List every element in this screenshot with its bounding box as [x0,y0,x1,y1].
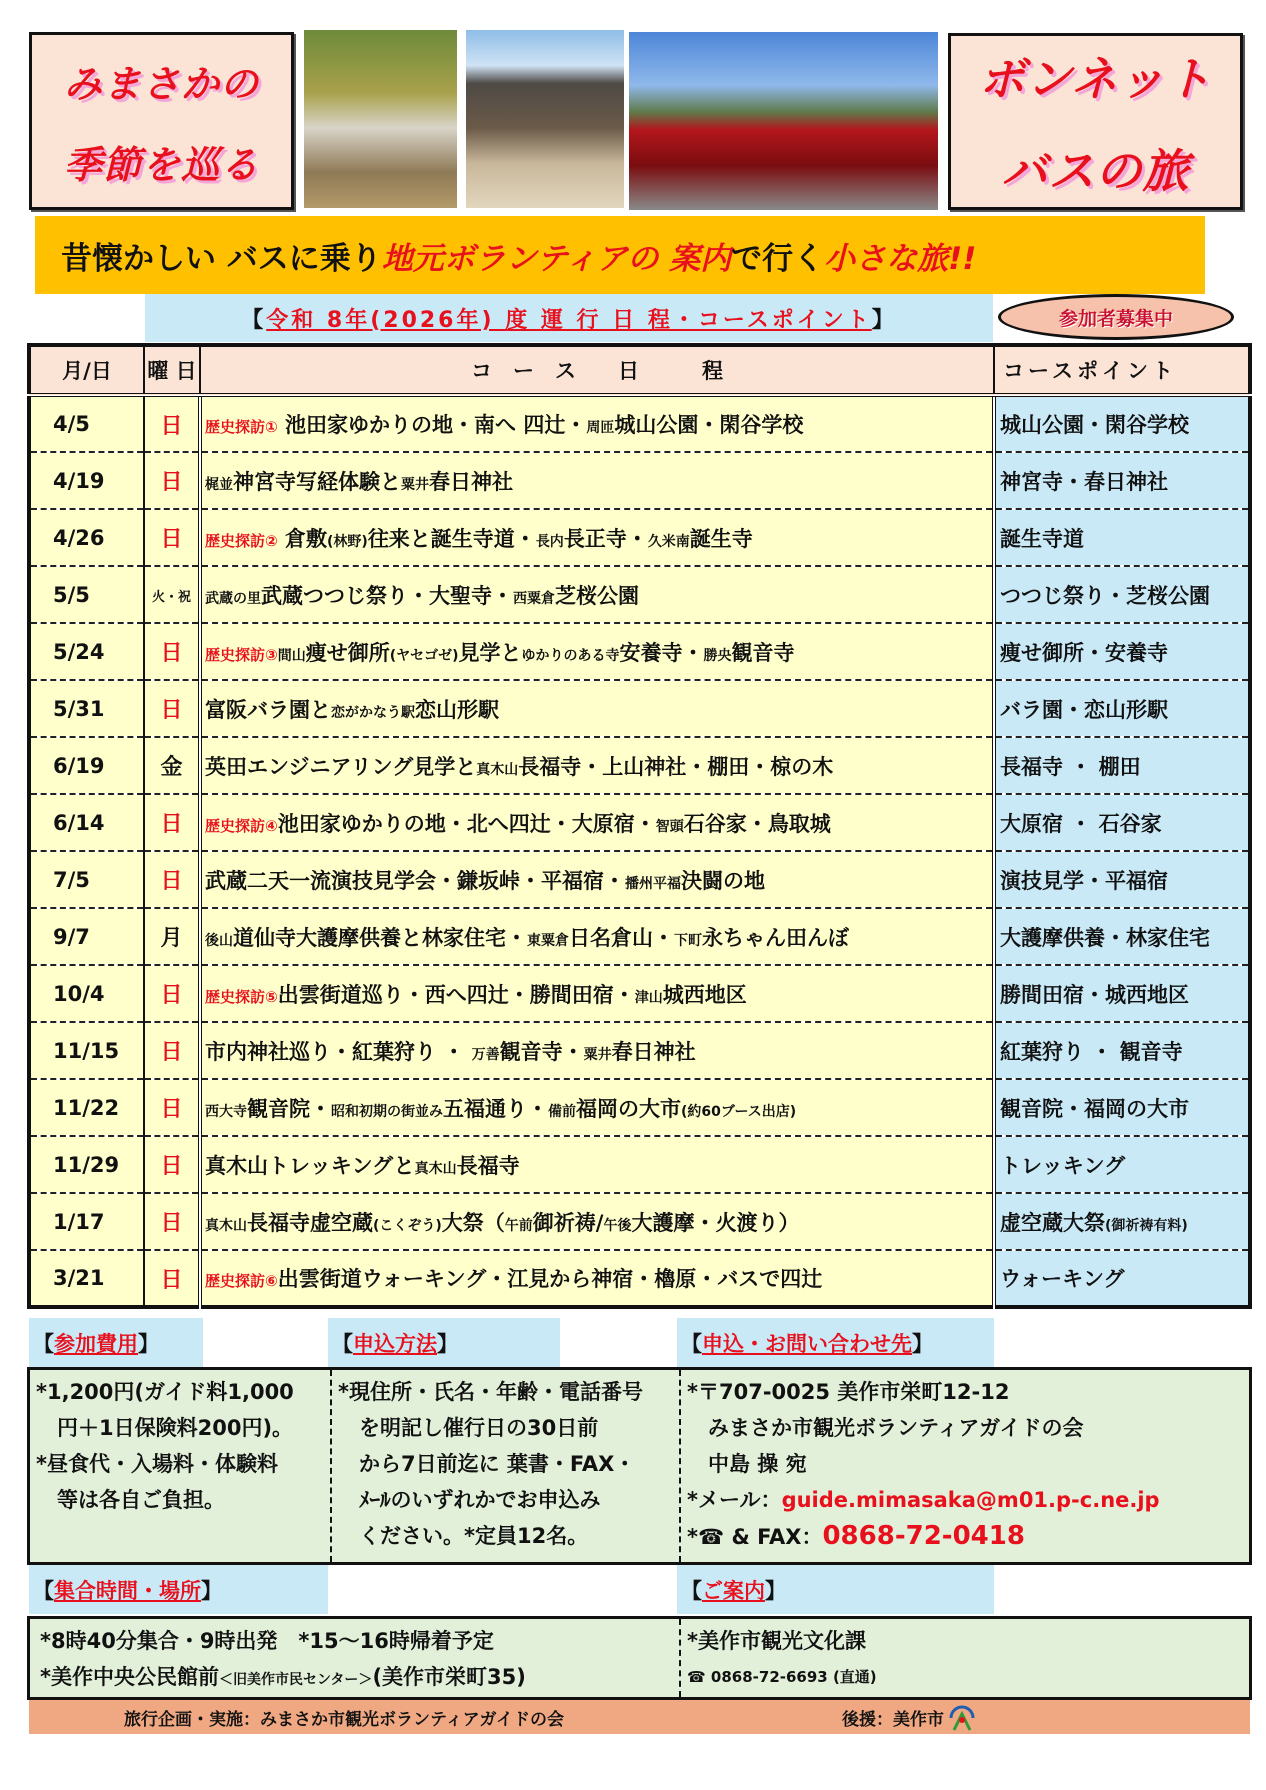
weekday-text: 日 [160,527,183,552]
weekday-cell [144,1193,200,1250]
place-prefix: 梶並 [205,476,233,493]
weekday-cell [144,680,200,737]
weekday-text: 日 [160,1097,183,1122]
date-cell: 7/5 [29,851,144,908]
bracket: 【 [241,307,267,333]
text-segment: 昔懐かしい バスに乗り [61,240,382,277]
place-prefix: 粟井 [401,476,429,493]
place-prefix: 武蔵の里 [205,590,261,607]
course-text: 城山公園・閑谷学校 [614,413,804,437]
weekday-text: 日 [160,869,183,894]
email-link[interactable]: guide.mimasaka@m01.p-c.ne.jp [781,1488,1160,1512]
course-point-cell [994,1250,1250,1307]
table-row [29,1193,1250,1250]
course-point-cell [994,851,1250,908]
point-text: 城山公園・閑谷学校 [1000,413,1189,437]
course-text: 往来と誕生寺道・ [367,526,536,551]
place-prefix: 久米南 [647,533,690,550]
title-box-right [948,33,1243,210]
title-line: バスの旅 [1001,143,1190,198]
place-prefix: 西大寺 [205,1103,247,1120]
history-tour-tag: 歴史探訪⑥ [205,1272,278,1290]
weekday-cell [144,965,200,1022]
text-line: *現住所・氏名・年齢・電話番号 [338,1380,643,1404]
weekday-cell [144,452,200,509]
place-prefix: 恋がかなう駅 [331,704,415,721]
place-prefix: 長内 [535,533,564,550]
weekday-text: 日 [160,641,183,666]
place-address: (美作市栄町35) [372,1665,526,1689]
course-point-cell [994,623,1250,680]
weekday-cell [144,395,200,452]
table-row [29,908,1250,965]
point-note: (御祈祷有料) [1105,1217,1188,1234]
place-prefix: 後山 [205,932,233,949]
table-row [29,1022,1250,1079]
weekday-text: 日 [160,1040,183,1065]
place-prefix: 午前 [504,1217,533,1234]
weekday-cell [144,623,200,680]
bracket: 】 [871,307,897,333]
place-prefix: 智頭 [655,818,684,835]
history-tour-tag: 歴史探訪② [205,531,278,550]
title-line: ボンネット [978,51,1213,106]
point-text: つつじ祭り・芝桜公園 [1000,583,1210,608]
text-line: を明記し催行日の30日前 [338,1416,599,1440]
point-text: 演技見学・平福宿 [1000,868,1168,893]
weekday-text: 日 [160,983,183,1008]
place-prefix: 周匝 [586,420,615,436]
course-cell [200,566,994,623]
course-point-cell [994,452,1250,509]
weekday-cell [144,1079,200,1136]
weekday-text: 日 [160,470,183,495]
schedule-table [27,343,1252,1309]
text-line: 中島 操 宛 [687,1452,807,1476]
weekday-cell [144,1022,200,1079]
history-tour-tag: 歴史探訪⑤ [205,987,278,1006]
meeting-text [30,1619,679,1697]
course-cell [200,623,994,680]
place-prefix: 勝央 [703,647,732,664]
point-text: トレッキング [1000,1153,1126,1178]
course-point-cell [994,1079,1250,1136]
title-line: 季節を巡る [63,143,259,187]
place-prefix: 下町 [674,932,702,949]
course-text: 武蔵つつじ祭り・大聖寺・ [261,583,513,608]
meeting-label: 【 集合時間・場所 】 [29,1565,328,1614]
table-row [29,395,1250,452]
course-cell [200,908,994,965]
text-segment: で行く [731,240,825,277]
place-prefix: 真木山 [205,1217,247,1234]
course-text: 大護摩・火渡り） [631,1210,800,1235]
date-cell: 4/26 [29,509,144,566]
point-text: バラ園・恋山形駅 [1000,697,1168,722]
text-line: *8時40分集合・9時出発 *15～16時帰着予定 [40,1629,494,1653]
weekday-text: 日 [160,1267,183,1293]
point-text: 勝間田宿・城西地区 [1000,982,1189,1007]
date-cell: 9/7 [29,908,144,965]
course-text: 恋山形駅 [415,697,499,722]
footer [29,1700,1250,1734]
course-text: 見学と [458,640,522,665]
date-cell: 4/5 [29,395,144,452]
apply-text [330,1370,679,1562]
course-point-cell [994,965,1250,1022]
date-cell: 5/24 [29,623,144,680]
table-row [29,794,1250,851]
course-text: 五福通り・ [443,1096,548,1121]
course-point-cell [994,1022,1250,1079]
course-point-cell [994,794,1250,851]
course-text: 出雲街道ウォーキング・江見から神宿・櫓原・バスで四辻 [277,1267,823,1291]
course-text: 長福寺 [456,1153,520,1178]
table-row [29,1136,1250,1193]
point-text: 誕生寺道 [1000,526,1084,551]
history-tour-tag: 歴史探訪④ [205,816,278,835]
point-text: 長福寺 ・ 棚田 [1000,754,1141,779]
weekday-cell [144,1136,200,1193]
place-prefix: 万善 [471,1046,500,1063]
title-box-left [29,32,294,210]
course-text: 真木山トレッキングと [205,1153,415,1178]
meeting-place: *美作中央公民館前 [40,1665,219,1689]
weekday-text: 火・ [151,590,178,605]
info-box [27,1367,1252,1565]
course-point-cell [994,1193,1250,1250]
course-text: 春日神社 [429,469,513,494]
course-text: 石谷家・鳥取城 [683,811,831,836]
tagline-banner [35,216,1205,294]
course-cell [200,1136,994,1193]
course-text: 神宮寺写経体験と [233,469,401,494]
weekday-text: 金 [160,755,183,780]
label-text: 申込方法 [353,1331,437,1356]
course-text: 武蔵二天一流演技見学会・鎌坂峠・平福宿・ [205,868,625,893]
weekday-cell [144,794,200,851]
contact-label: 【 申込・お問い合わせ先 】 [677,1318,994,1367]
date-cell: 11/22 [29,1079,144,1136]
course-cell [200,794,994,851]
course-text: 長福寺虚空蔵 [247,1210,373,1235]
course-cell [200,737,994,794]
text-line: 円＋1日保険料200円)。 [36,1416,294,1440]
header-date: 月/日 [29,345,144,395]
course-point-cell [994,509,1250,566]
weekday-cell [144,737,200,794]
course-point-cell [994,566,1250,623]
text-line: から7日前迄に 葉書・FAX・ [338,1452,636,1476]
header-point: コースポイント [994,345,1250,395]
course-cell [200,1193,994,1250]
course-text: 決闘の地 [681,868,765,893]
table-row [29,509,1250,566]
course-text: 春日神社 [611,1039,696,1064]
guide-tel: ☎ 0868-72-6693 (直通) [687,1668,877,1686]
point-text: 紅葉狩り ・ 観音寺 [1000,1039,1183,1064]
bonnet-bus-photo [629,32,938,210]
course-text: 観音院・ [247,1096,331,1121]
course-point-cell [994,680,1250,737]
point-text: 観音院・福岡の大市 [1000,1096,1189,1121]
place-prefix: (ヤセゴゼ) [389,647,459,664]
date-cell: 6/19 [29,737,144,794]
meeting-box [27,1616,1252,1700]
table-row [29,965,1250,1022]
course-text: 御祈祷/ [532,1210,604,1235]
course-cell [200,395,994,452]
course-cell [200,1022,994,1079]
label-text: 申込・お問い合わせ先 [702,1331,912,1356]
weekday-text: 日 [160,413,183,439]
point-text: 痩せ御所・安養寺 [1000,640,1168,665]
weekday-cell [144,908,200,965]
date-cell: 4/19 [29,452,144,509]
place-prefix: 昭和初期の街並み [331,1103,443,1120]
course-text: 道仙寺大護摩供養と林家住宅・ [233,925,527,950]
weekday-cell [144,509,200,566]
date-cell: 6/14 [29,794,144,851]
tel-label: *☎ & FAX： [687,1525,823,1549]
subtitle-text: 令和 8年(2026年) 度 運 行 日 程・コースポイント [266,307,872,333]
course-text: 日名倉山・ [569,925,674,950]
course-text: 安養寺・ [619,640,704,665]
course-text: 城西地区 [662,982,747,1007]
weekday-cell [144,851,200,908]
sponsor: 後援：美作市 [841,1709,944,1730]
weekday-cell [144,566,200,623]
text-line: ください。*定員12名。 [338,1524,589,1548]
point-text: 大原宿 ・ 石谷家 [1000,811,1162,836]
place-prefix: 東粟倉 [527,932,569,949]
contact-text [679,1370,1249,1562]
title-line: みまさかの [63,62,259,106]
label-text: 参加費用 [54,1331,138,1356]
point-text: 大護摩供養・林家住宅 [1000,925,1210,950]
place-prefix: (約60ブース出店) [681,1103,797,1120]
course-text: 福岡の大市 [576,1096,681,1121]
place-prefix: 午後 [603,1217,632,1234]
recruiting-badge: 参加者募集中 [998,294,1234,340]
table-row [29,737,1250,794]
place-prefix: 津山 [634,989,663,1006]
temple-photo [466,30,624,208]
text-line: *〒707-0025 美作市栄町12-12 [687,1380,1010,1404]
tagline-highlight: 地元ボランティアの 案内 [381,240,732,277]
course-cell [200,509,994,566]
course-text: 市内神社巡り・紅葉狩り ・ [205,1039,472,1064]
place-prefix: 播州平福 [625,875,681,892]
place-prefix: 西粟倉 [513,590,555,607]
course-text: 芝桜公園 [555,583,639,608]
course-text: 池田家ゆかりの地・南へ 四辻・ [277,413,587,437]
place-prefix: ゆかりのある寺 [521,647,620,664]
history-tour-tag: 歴史探訪③ [205,645,278,664]
text-line: みまさか市観光ボランティアガイドの会 [687,1416,1084,1440]
course-text: 長正寺・ [563,526,648,551]
course-cell [200,452,994,509]
date-cell: 3/21 [29,1250,144,1307]
date-cell: 1/17 [29,1193,144,1250]
course-cell [200,965,994,1022]
course-text: 観音寺 [731,640,795,665]
festival-photo [304,30,457,208]
date-cell: 11/29 [29,1136,144,1193]
place-prefix: 粟井 [583,1046,612,1063]
schedule-subtitle [145,294,993,342]
point-text: ウォーキング [1000,1267,1125,1291]
header-day: 曜 日 [144,345,200,395]
tel-number: 0868-72-0418 [822,1521,1025,1551]
place-prefix: 真木山 [476,761,519,778]
course-cell [200,680,994,737]
place-prefix: (こくぞう) [373,1217,442,1234]
fee-text [30,1370,330,1562]
email-label: *メール： [687,1488,782,1512]
date-cell: 10/4 [29,965,144,1022]
course-text: 永ちゃん田んぼ [702,925,849,950]
course-text: 倉敷 [277,526,328,551]
text-line: ﾒｰﾙのいずれかでお申込み [338,1488,601,1512]
table-row [29,452,1250,509]
table-row [29,566,1250,623]
point-text: 虚空蔵大祭 [1000,1210,1105,1235]
table-row [29,1250,1250,1307]
guide-label: 【 ご案内 】 [677,1565,994,1614]
text-line: *昼食代・入場料・体験料 [36,1452,278,1476]
place-prefix: (林野) [327,533,368,550]
label-text: 集合時間・場所 [54,1578,201,1603]
course-cell [200,1250,994,1307]
table-row [29,851,1250,908]
course-text: 大祭（ [441,1210,505,1235]
course-point-cell [994,1136,1250,1193]
weekday-text: 日 [160,1154,183,1179]
weekday-text: 日 [160,698,183,723]
date-cell: 5/5 [29,566,144,623]
course-point-cell [994,737,1250,794]
table-row [29,1079,1250,1136]
weekday-text: 月 [160,926,183,951]
guide-text [679,1619,1249,1697]
fee-label: 【 参加費用 】 [29,1318,203,1367]
tagline-highlight: 小さな旅!! [824,240,977,277]
date-cell: 11/15 [29,1022,144,1079]
course-text: 出雲街道巡り・西へ四辻・勝間田宿・ [277,982,635,1007]
table-row [29,680,1250,737]
course-cell [200,851,994,908]
city-emblem-icon [948,1702,976,1732]
apply-label: 【 申込方法 】 [328,1318,560,1367]
weekday-text: 祝 [178,590,192,605]
course-text: 池田家ゆかりの地・北へ四辻・大原宿・ [277,811,656,836]
course-text: 英田エンジニアリング見学と [205,754,477,779]
weekday-cell [144,1250,200,1307]
text-line: 等は各自ご負担。 [36,1488,225,1512]
course-point-cell [994,395,1250,452]
header-course: コ ー ス 日 程 [200,345,994,395]
text-line: *美作市観光文化課 [687,1629,866,1653]
place-prefix: 備前 [548,1103,576,1120]
course-cell [200,1079,994,1136]
course-text: 誕生寺 [689,526,753,551]
text-line: *1,200円(ガイド料1,000 [36,1380,294,1404]
course-text: 長福寺・上山神社・棚田・椋の木 [518,754,834,779]
place-prefix: 間山 [277,647,306,664]
weekday-text: 日 [160,1211,183,1236]
label-text: ご案内 [702,1578,765,1603]
course-point-cell [994,908,1250,965]
course-text: 富阪バラ園と [205,697,331,722]
point-text: 神宮寺・春日神社 [1000,469,1168,494]
organizer: 旅行企画・実施：みまさか市観光ボランティアガイドの会 [124,1709,564,1730]
place-note: ＜旧美作市民センター＞ [218,1672,373,1688]
weekday-text: 日 [160,812,183,837]
table-row [29,623,1250,680]
history-tour-tag: 歴史探訪① [205,418,278,436]
course-text: 観音寺・ [499,1039,584,1064]
place-prefix: 真木山 [414,1160,457,1177]
date-cell: 5/31 [29,680,144,737]
course-text: 痩せ御所 [305,640,390,665]
